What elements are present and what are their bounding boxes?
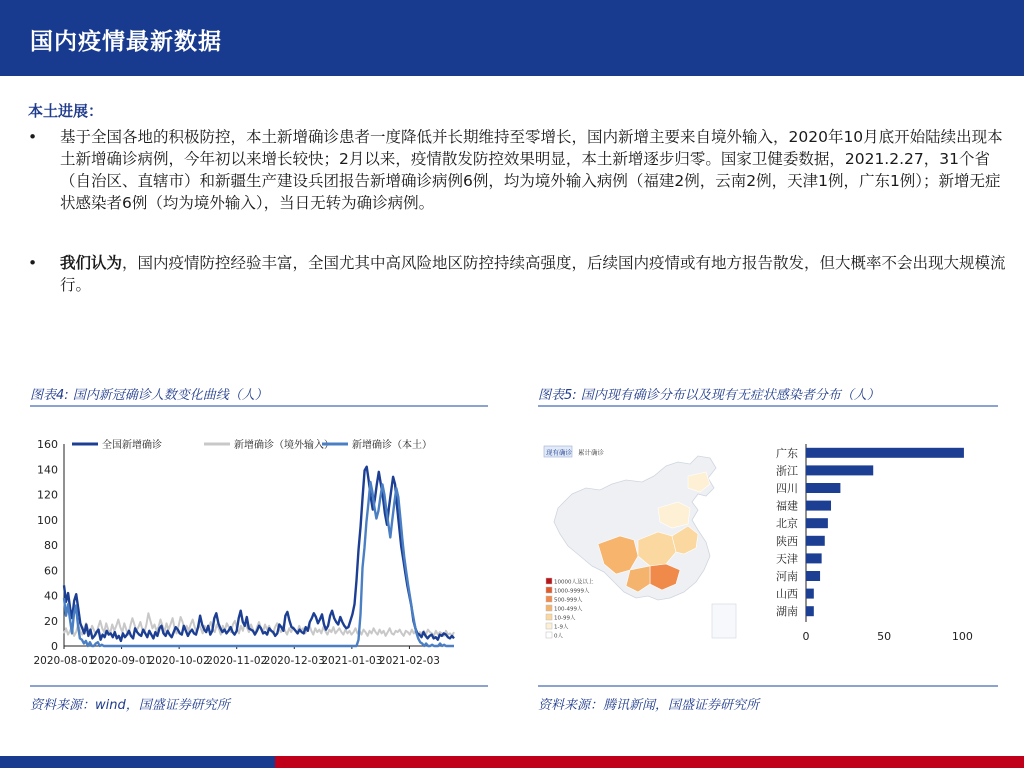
bullet-rest: ，国内疫情防控经验丰富，全国尤其中高风险地区防控持续高强度，后续国内疫情或有地方报告散发，但大概率不会出现大规模流行。 [60, 254, 1006, 294]
figure-left-source: 资料来源：wind，国盛证券研究所 [30, 698, 230, 713]
map-legend-label: 1000-9999人 [554, 588, 590, 595]
line-chart [30, 430, 470, 670]
map-tab-cumulative[interactable]: 累计确诊 [578, 448, 604, 457]
y-tick-label: 20 [44, 614, 58, 628]
bullet-marker: • [28, 128, 38, 146]
map-inset-frame [712, 604, 736, 638]
bar [806, 448, 964, 458]
bar [806, 553, 822, 563]
bar-category-label: 湖南 [776, 605, 798, 619]
y-tick-label: 40 [44, 589, 58, 603]
legend-label: 新增确诊（本土） [352, 440, 432, 451]
bullet-text-2 [60, 252, 1010, 296]
bar-category-label: 北京 [776, 517, 798, 531]
bar [806, 536, 825, 546]
bar-category-label: 河南 [776, 570, 798, 583]
map-legend-swatch [546, 614, 552, 620]
map-legend-label: 500-999人 [554, 597, 583, 604]
figure-left-bottom-rule [30, 685, 488, 687]
y-tick-label: 60 [44, 564, 58, 578]
bar-category-label: 陕西 [776, 534, 798, 548]
x-tick-label: 2020-08-01 [33, 655, 95, 667]
bar [806, 571, 820, 581]
bullet-text-1: 基于全国各地的积极防控，本土新增确诊患者一度降低并长期维持至零增长，国内新增主要来自境外输入，2020年10月底开始陆续出现本土新增确诊病例，今年初以来增长较快；2月以来，疫情散发防控效果明显，本土新增逐步归零。国家卫健委数据，2021.2.27，31个省（自治区、直辖市）和新疆生产建设兵团报告新增确诊病例6例，均为境外输入病例（福建2例，云南2例，天津1例，广东1例）；新增无症状感染者6例（均为境外输入），当日无转为确诊病例。 [60, 128, 1003, 212]
y-tick-label: 160 [37, 438, 58, 451]
x-tick-label: 2020-12-03 [263, 655, 325, 667]
bar-chart [760, 440, 990, 660]
bar [806, 483, 840, 493]
bar-x-tick-label: 100 [951, 630, 973, 643]
figure-right-bottom-rule [538, 685, 998, 687]
map-legend [546, 578, 594, 640]
x-tick-label: 2020-09-01 [91, 655, 153, 667]
bar-category-label: 天津 [776, 552, 798, 566]
map-tab-current[interactable]: 现有确诊 [546, 448, 572, 457]
map-legend-label: 0人 [554, 633, 563, 640]
page-title: 国内疫情最新数据 [30, 29, 222, 55]
figure-left-title: 图表4: 国内新冠确诊人数变化曲线（人） [30, 388, 268, 403]
map-legend-swatch [546, 605, 552, 611]
legend-label: 新增确诊（境外输入） [234, 440, 334, 451]
y-tick-label: 80 [44, 539, 58, 552]
x-tick-label: 2021-02-03 [378, 655, 440, 667]
bullet-marker: • [28, 254, 38, 272]
map-legend-label: 10-99人 [554, 615, 576, 622]
bar [806, 518, 828, 528]
map-legend-swatch [546, 632, 552, 638]
bar [806, 465, 873, 475]
bar [806, 589, 814, 599]
x-tick-label: 2020-10-02 [148, 655, 210, 667]
footer-red-stripe [275, 756, 1024, 768]
bar [806, 501, 831, 511]
bar-x-tick-label: 0 [802, 630, 810, 643]
figure-right-top-rule [538, 405, 998, 407]
bar-x-tick-label: 50 [877, 630, 892, 643]
figure-left-top-rule [30, 405, 488, 407]
map-legend-swatch [546, 587, 552, 593]
map-legend-label: 1-9人 [554, 624, 569, 631]
bar [806, 606, 814, 616]
x-tick-label: 2020-11-02 [206, 655, 268, 667]
figure-right-source: 资料来源：腾讯新闻，国盛证券研究所 [538, 698, 760, 713]
map-legend-label: 100-499人 [554, 606, 583, 613]
bar-category-label: 广东 [776, 446, 798, 460]
y-tick-label: 0 [51, 640, 58, 653]
china-map [538, 436, 748, 650]
footer-blue-stripe [0, 756, 275, 768]
bar-category-label: 山西 [776, 587, 798, 601]
china-map-image [538, 436, 748, 650]
section-heading: 本土进展： [28, 102, 104, 120]
y-tick-label: 120 [37, 488, 58, 502]
map-legend-swatch [546, 596, 552, 602]
bar-category-label: 四川 [776, 482, 798, 495]
map-legend-swatch [546, 623, 552, 629]
figure-right-title: 图表5: 国内现有确诊分布以及现有无症状感染者分布（人） [538, 388, 880, 403]
y-tick-label: 140 [37, 463, 58, 477]
legend-label: 全国新增确诊 [102, 440, 162, 451]
bar-category-label: 浙江 [776, 464, 798, 478]
header-bar [0, 0, 1024, 76]
bullet-bold-lead: 我们认为 [60, 254, 123, 272]
map-legend-swatch [546, 578, 552, 584]
bar-category-label: 福建 [776, 499, 798, 513]
y-tick-label: 100 [37, 513, 58, 527]
map-legend-label: 10000人及以上 [554, 579, 594, 586]
x-tick-label: 2021-01-03 [321, 655, 383, 667]
